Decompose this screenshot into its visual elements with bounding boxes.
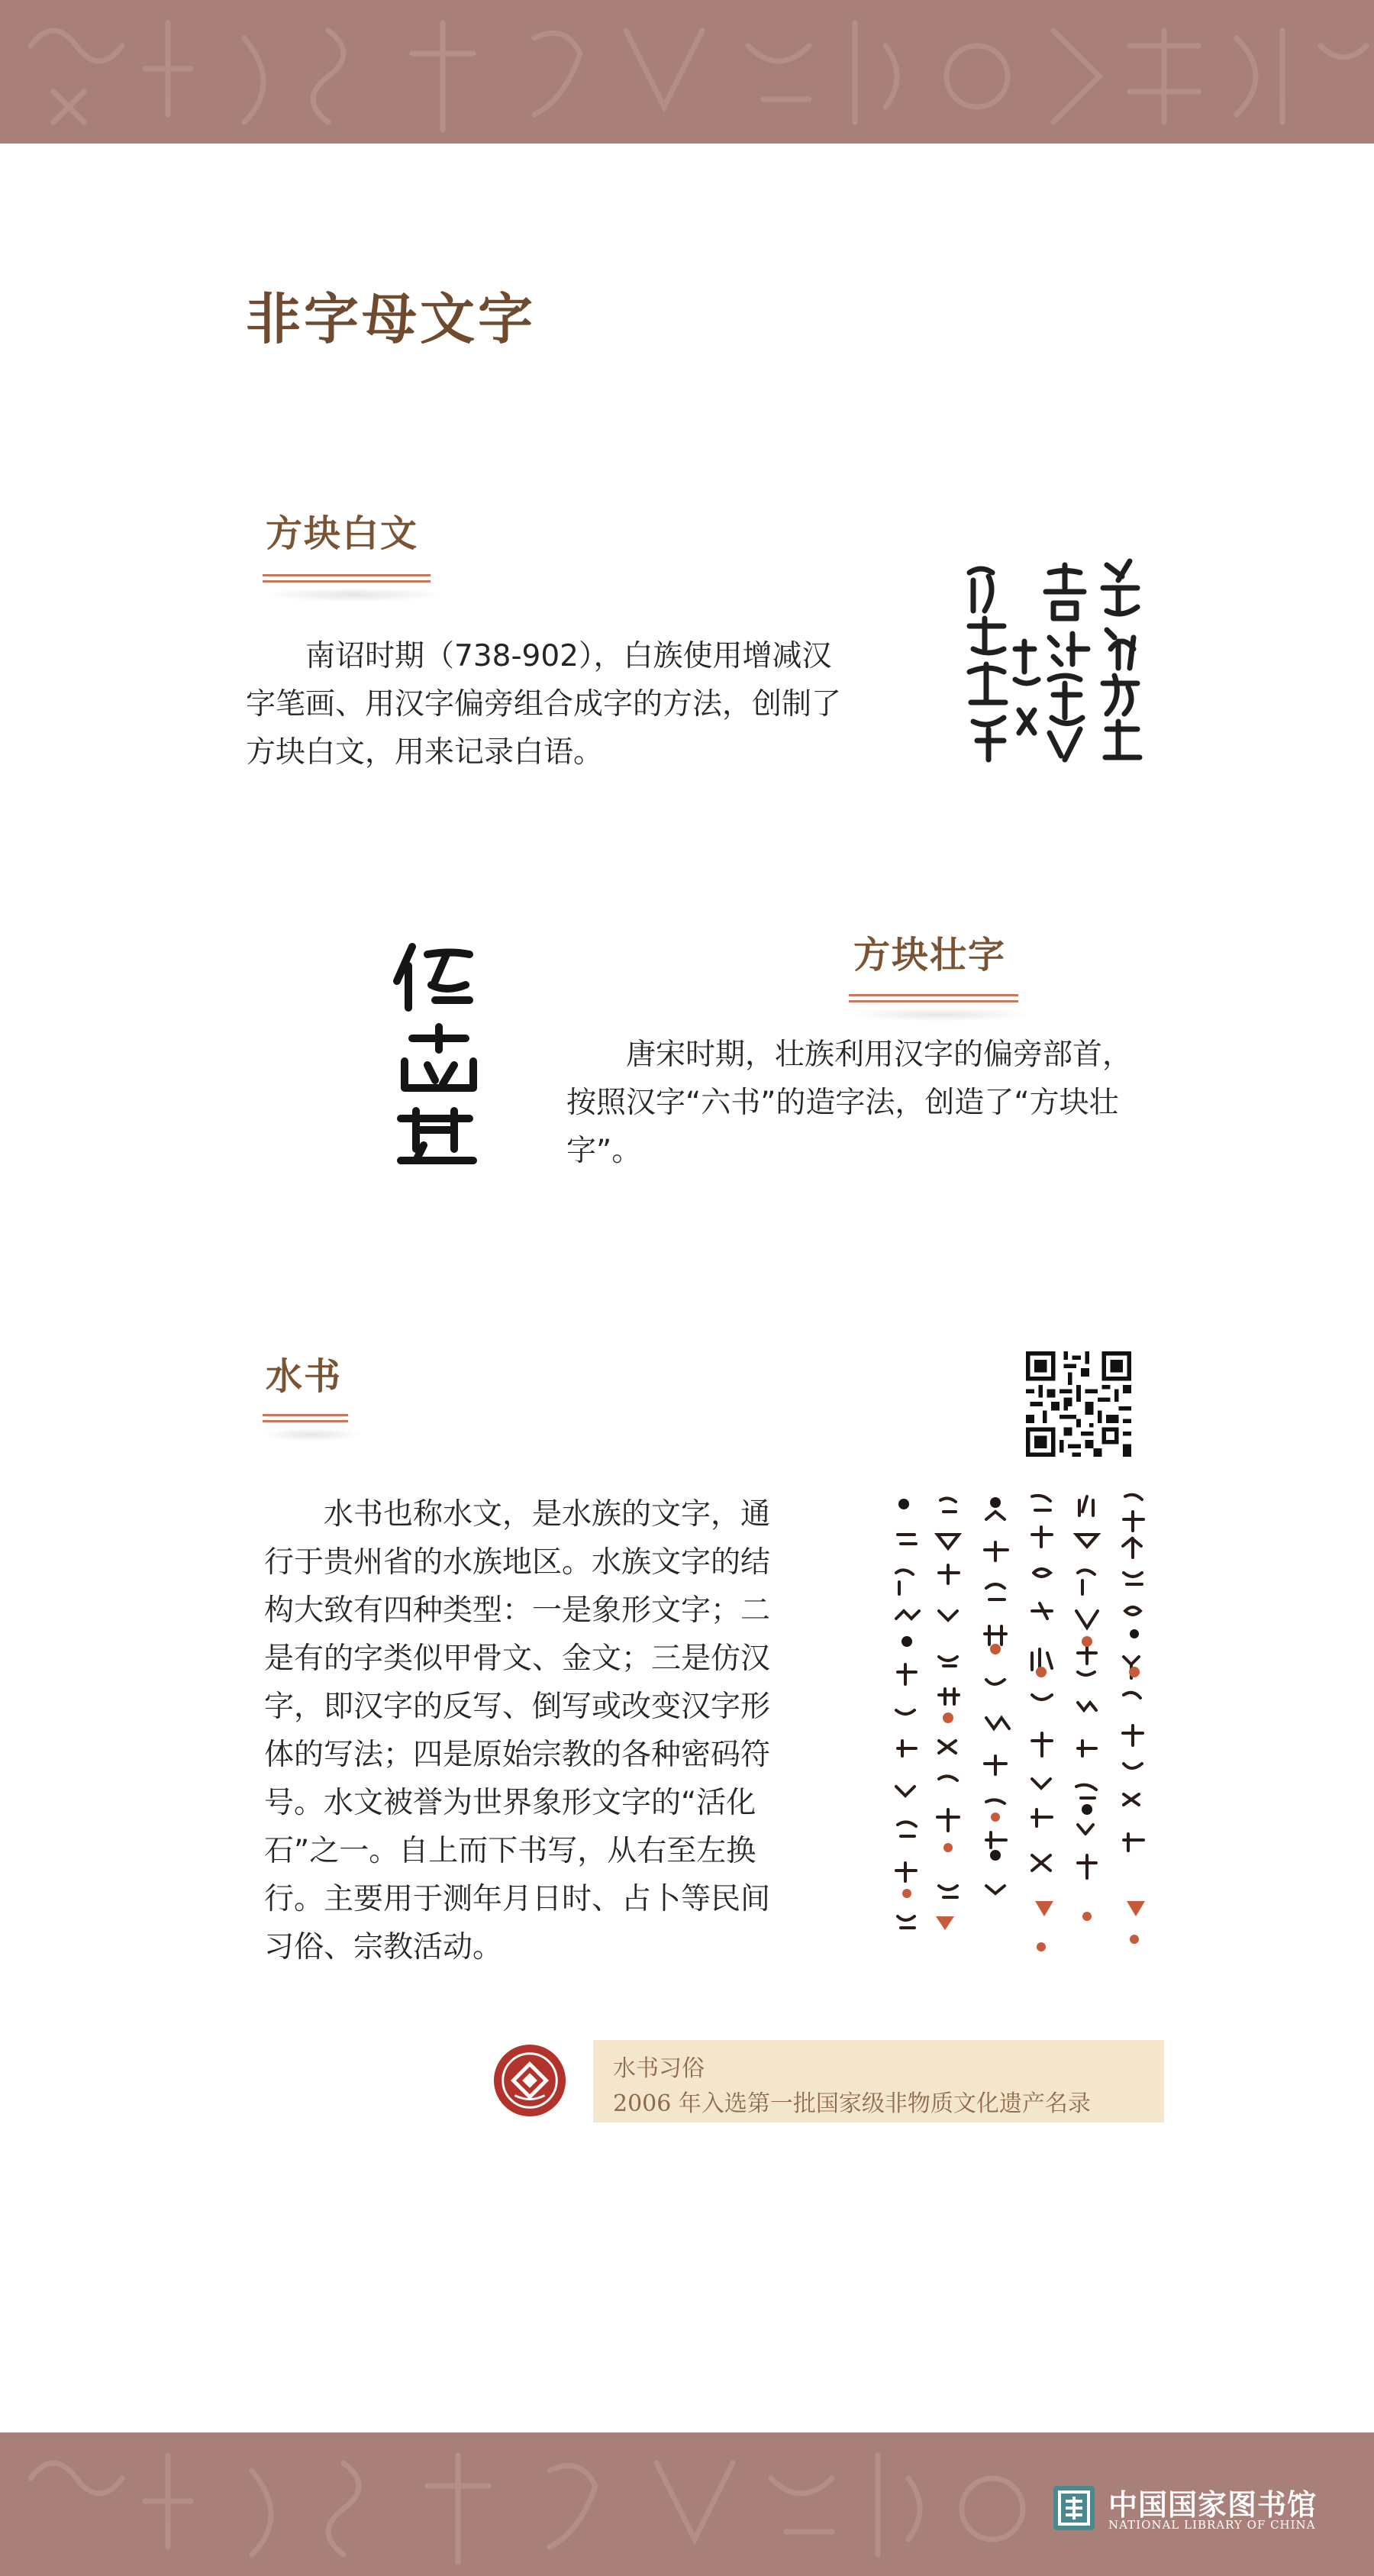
heritage-stamp [492, 2040, 1164, 2122]
section-heading-zhuang: 方块壮字 [853, 934, 1007, 976]
nlc-logo-icon [1052, 2484, 1096, 2532]
heading-underline [263, 1414, 348, 1423]
shui-script-sample-image [890, 1489, 1150, 1962]
bai-script-calligraphy-image [954, 557, 1153, 771]
section-body-shui: 水书也称水文，是水族的文字，通行于贵州省的水族地区。水族文字的结构大致有四种类型：一是象形文字；二是有的字类似甲骨文、金文；三是仿汉字，即汉字的反写、倒写或改变汉字形体的写法；四是原始宗教的各种密码符号。水文被誉为世界象形文字的“活化石”之一。自上而下书写，从右至左换行。主要用于测年月日时、占卜等民间习俗、宗教活动。 [264, 1497, 771, 1964]
heritage-caption-box [593, 2040, 1164, 2122]
heading-underline [849, 994, 1018, 1003]
heritage-name: 水书习俗 [613, 2055, 705, 2082]
intangible-heritage-emblem-icon [492, 2043, 567, 2118]
heading-shadow [849, 1008, 1032, 1022]
qr-code-icon[interactable] [1026, 1351, 1131, 1457]
top-decorative-band [0, 0, 1374, 144]
library-name-en: NATIONAL LIBRARY OF CHINA [1108, 2518, 1316, 2532]
section-heading-bai: 方块白文 [266, 512, 419, 555]
zhuang-characters-calligraphy-image [389, 939, 481, 1176]
heading-shadow [263, 1428, 362, 1441]
heritage-note: 2006 年入选第一批国家级非物质文化遗产名录 [613, 2090, 1091, 2117]
glyph-pattern [0, 0, 1374, 144]
library-name-cn: 中国国家图书馆 [1108, 2487, 1318, 2522]
heading-shadow [263, 588, 446, 602]
section-body-bai: 南诏时期（738-902），白族使用增减汉字笔画、用汉字偏旁组合成字的方法，创制了方块白文，用来记录白语。 [246, 639, 842, 770]
section-heading-shui: 水书 [266, 1355, 343, 1398]
heading-underline [263, 574, 431, 583]
page-title: 非字母文字 [246, 286, 537, 351]
section-body-zhuang: 唐宋时期，壮族利用汉字的偏旁部首，按照汉字“六书”的造字法，创造了“方块壮字”。 [566, 1038, 1133, 1168]
